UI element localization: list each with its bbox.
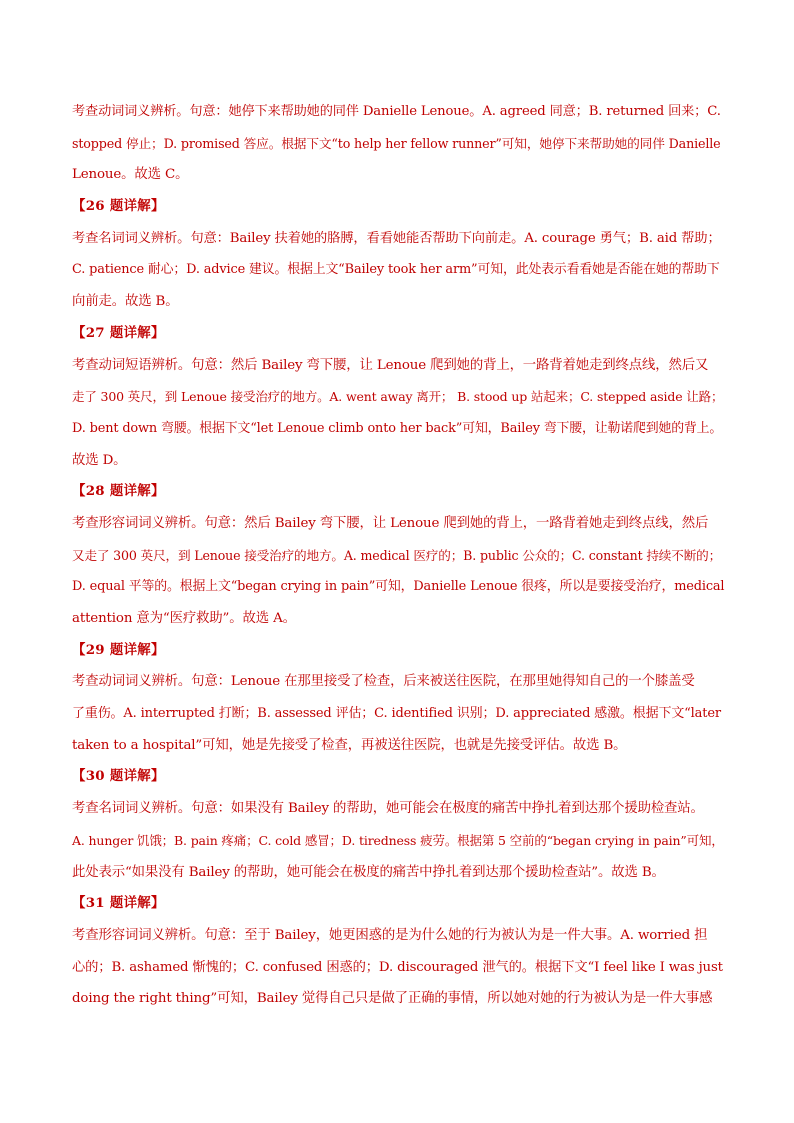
heading-29: 【29 题详解】 xyxy=(72,641,165,658)
text-line: 故选 D。 xyxy=(72,452,127,468)
text-line: 考查形容词词义辨析。句意：然后 Bailey 弯下腰，让 Lenoue 爬到她的背上，一路背着她走到终点线，然后 xyxy=(72,515,709,531)
text-line: stopped 停止；D. promised 答应。根据下文“to help her fellow runner”可知，她停下来帮助她的同伴 Danielle xyxy=(72,135,721,151)
text-line: 考查形容词词义辨析。句意：至于 Bailey，她更困惑的是为什么她的行为被认为是一件大事。A. worried 担 xyxy=(72,927,708,943)
paragraph-25 xyxy=(72,96,724,191)
paragraph-27 xyxy=(72,350,724,477)
document-page xyxy=(72,96,724,1015)
text-line: doing the right thing”可知，Bailey 觉得自己只是做了正确的事情，所以她对她的行为被认为是一件大事感 xyxy=(72,991,713,1007)
text-line: 了重伤。A. interrupted 打断；B. assessed 评估；C. identified 识别；D. appreciated 感激。根据下文“later xyxy=(72,706,721,722)
text-line: C. patience 耐心；D. advice 建议。根据上文“Bailey took her arm”可知，此处表示看看她是否能在她的帮助下 xyxy=(72,262,720,278)
text-line: 心的；B. ashamed 惭愧的；C. confused 困惑的；D. discouraged 泄气的。根据下文“I feel like I was just xyxy=(72,959,723,975)
text-line: 考查动词短语辨析。句意：然后 Bailey 弯下腰，让 Lenoue 爬到她的背上，一路背着她走到终点线，然后又 xyxy=(72,357,709,373)
text-line: A. hunger 饥饿；B. pain 疼痛；C. cold 感冒；D. tiredness 疲劳。根据第 5 空前的“began crying in pain”可知， xyxy=(72,832,724,848)
heading-26: 【26 题详解】 xyxy=(72,198,165,215)
paragraph-30 xyxy=(72,793,724,888)
heading-31: 【31 题详解】 xyxy=(72,895,165,912)
text-line: Lenoue。故选 C。 xyxy=(72,167,189,183)
heading-30: 【30 题详解】 xyxy=(72,768,165,785)
text-line: D. equal 平等的。根据上文“began crying in pain”可知，Danielle Lenoue 很疼，所以是要接受治疗，medical xyxy=(72,579,725,595)
paragraph-29 xyxy=(72,666,724,761)
text-line: 考查名词词义辨析。句意：如果没有 Bailey 的帮助，她可能会在极度的痛苦中挣扎着到达那个援助检查站。 xyxy=(72,801,704,817)
text-line: 考查动词词义辨析。句意：Lenoue 在那里接受了检查，后来被送往医院，在那里她得知自己的一个膝盖受 xyxy=(72,674,695,690)
text-line: 走了 300 英尺，到 Lenoue 接受治疗的地方。A. went away 离开； B. stood up 站起来；C. stepped aside 让路； xyxy=(72,389,724,405)
text-line: 考查动词词义辨析。句意：她停下来帮助她的同伴 Danielle Lenoue。A. agreed 同意；B. returned 回来；C. xyxy=(72,104,721,119)
paragraph-26 xyxy=(72,223,724,318)
heading-27: 【27 题详解】 xyxy=(72,324,165,341)
paragraph-28 xyxy=(72,508,724,635)
text-line: taken to a hospital”可知，她是先接受了检查，再被送往医院，也就是先接受评估。故选 B。 xyxy=(72,737,627,753)
text-line: 向前走。故选 B。 xyxy=(72,294,179,310)
text-line: 又走了 300 英尺，到 Lenoue 接受治疗的地方。A. medical 医疗的；B. public 公众的；C. constant 持续不断的； xyxy=(72,547,722,563)
text-line: attention 意为“医疗救助”。故选 A。 xyxy=(72,611,296,626)
text-line: 考查名词词义辨析。句意：Bailey 扶着她的胳膊，看看她能否帮助下向前走。A. courage 勇气；B. aid 帮助； xyxy=(72,230,721,246)
heading-28: 【28 题详解】 xyxy=(72,483,165,500)
paragraph-31 xyxy=(72,920,724,1015)
text-line: 此处表示“如果没有 Bailey 的帮助，她可能会在极度的痛苦中挣扎着到达那个援助检查站”。故选 B。 xyxy=(72,864,665,880)
text-line: D. bent down 弯腰。根据下文“let Lenoue climb onto her back”可知，Bailey 弯下腰，让勒诺爬到她的背上。 xyxy=(72,420,723,436)
